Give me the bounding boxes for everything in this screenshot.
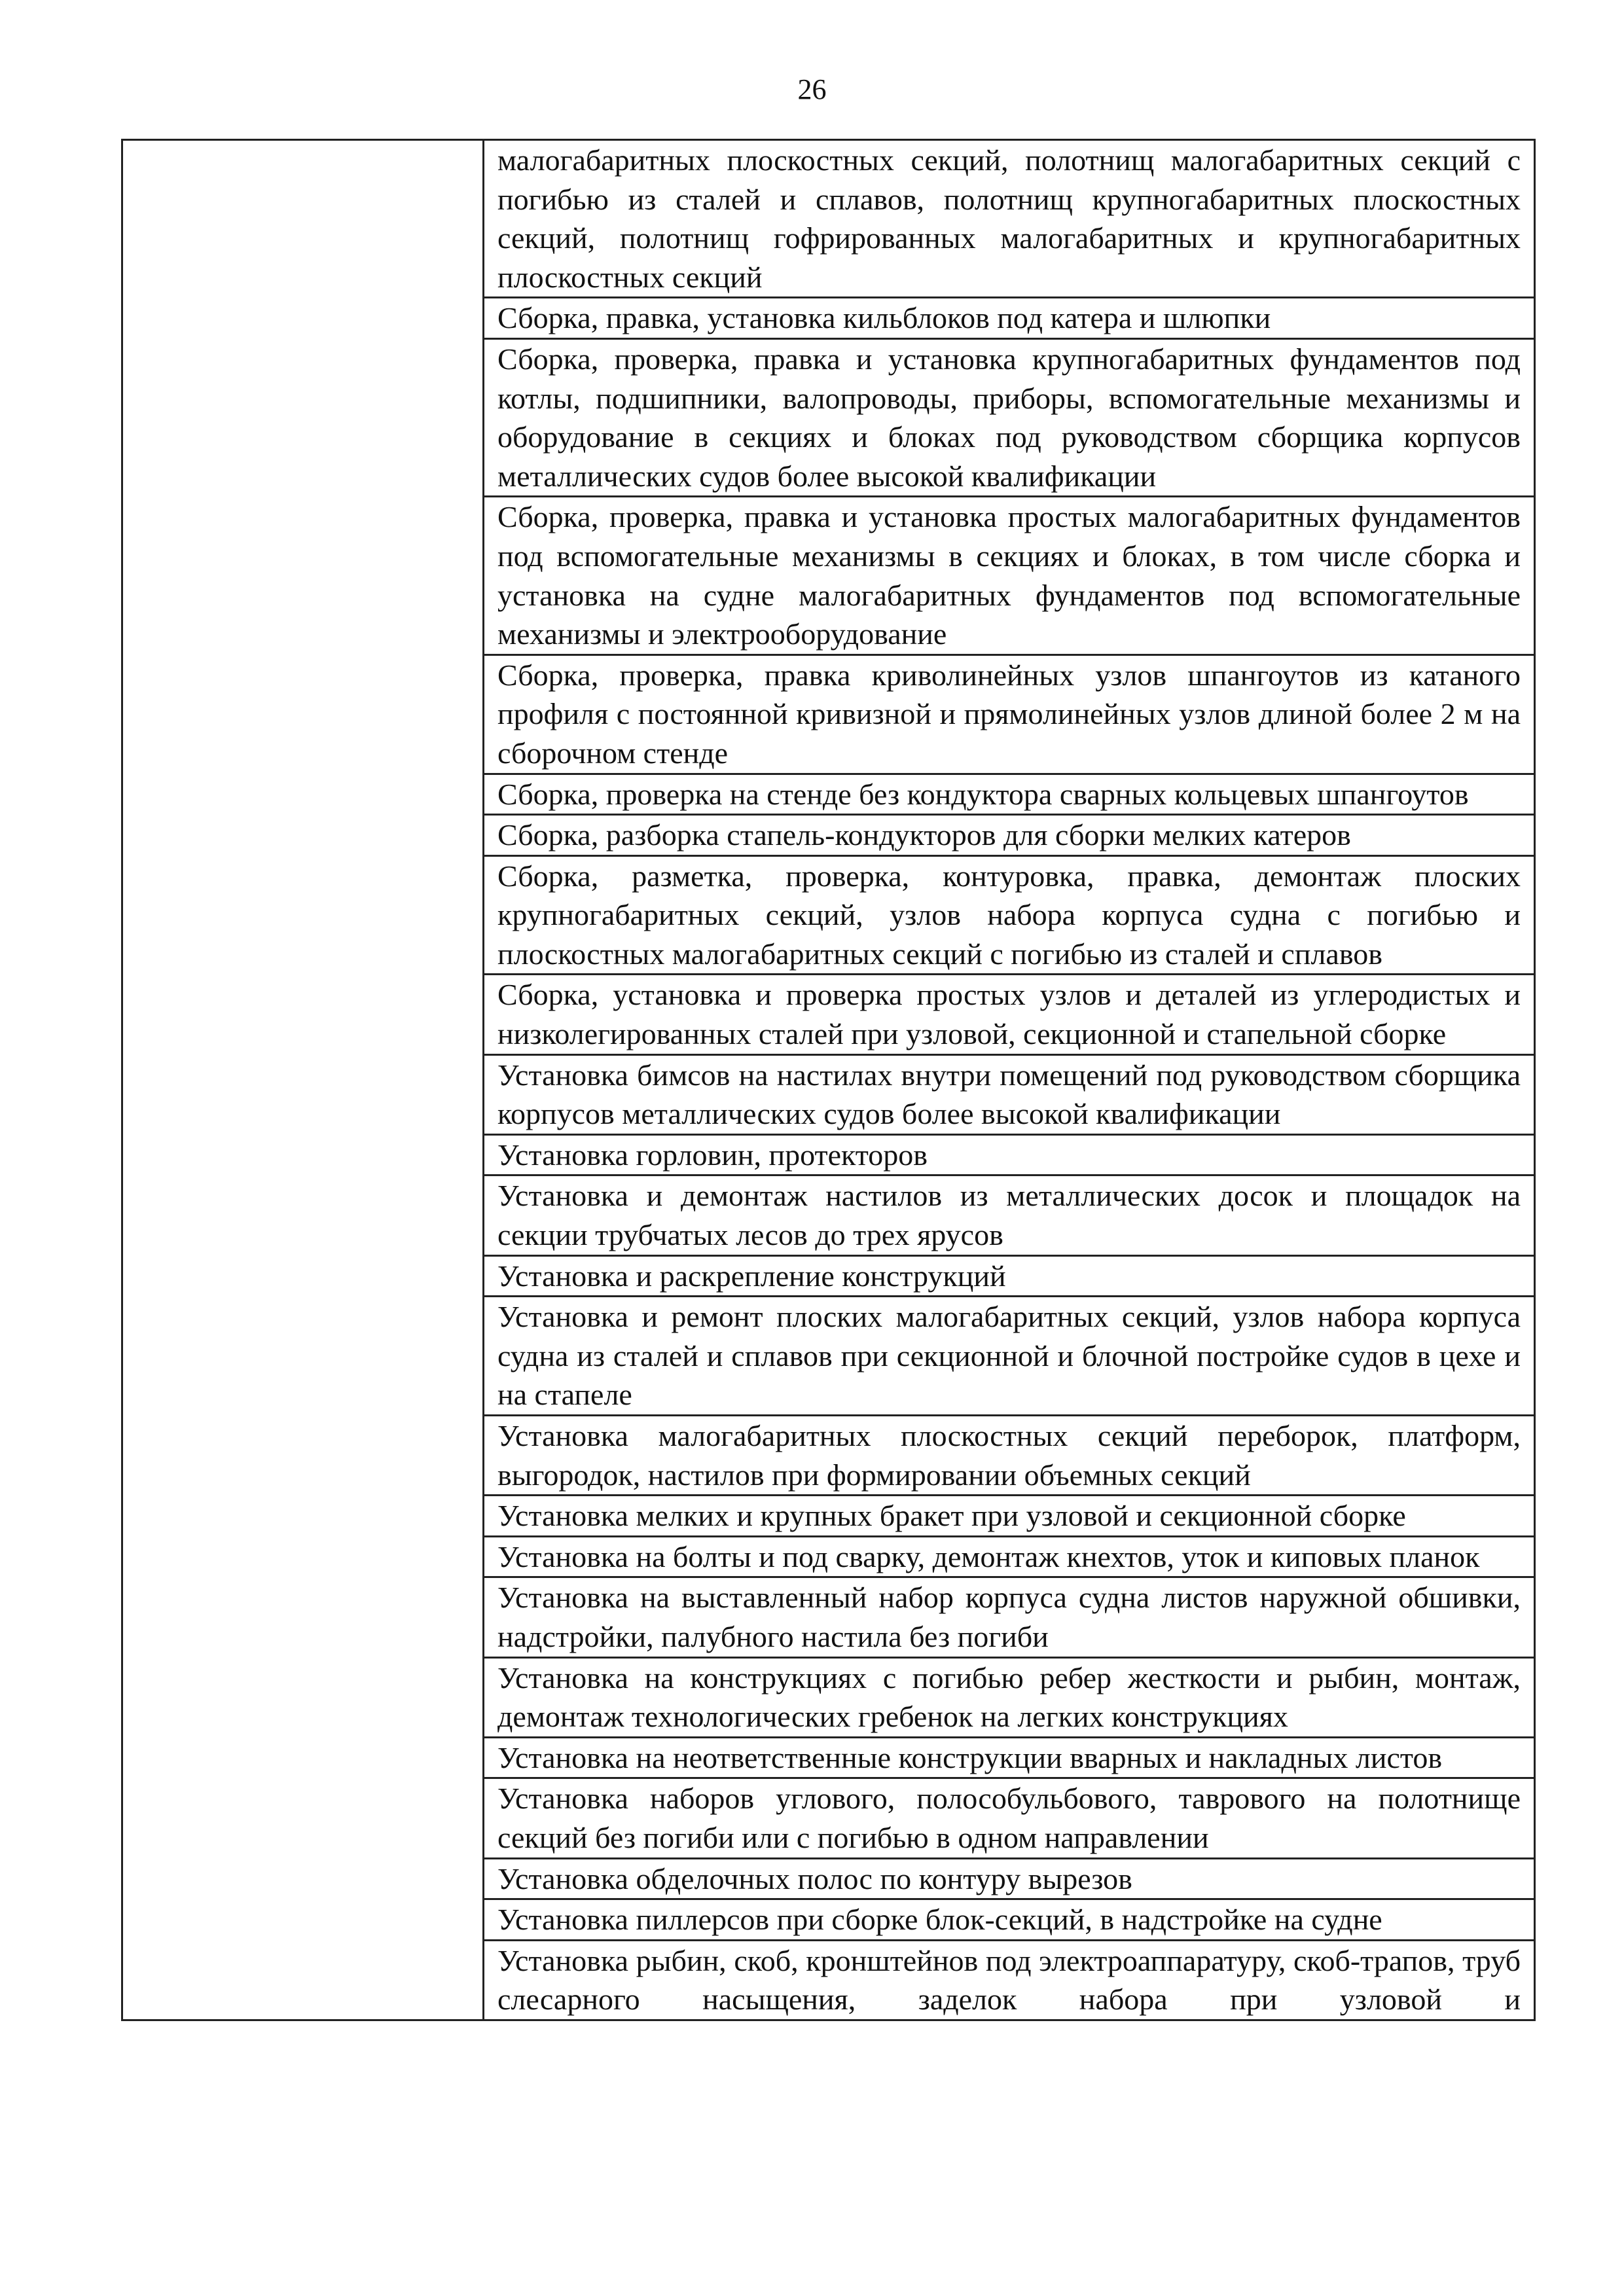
row-text: Сборка, проверка, правка криволинейных узлов шпангоутов из катаного профиля с постоянной кривизной и прямолинейных узлов длиной более 2 м на сборочном стенде: [497, 658, 1521, 770]
empty-left-cell: [122, 140, 484, 2020]
row-text: Сборка, правка, установка кильблоков под катера и шлюпки: [497, 301, 1271, 335]
table-cell: [484, 1416, 1535, 1496]
table-cell: [484, 1175, 1535, 1255]
table-cell: [484, 655, 1535, 774]
table-cell: [484, 855, 1535, 975]
row-text: Установка наборов углового, полособульбового, таврового на полотнище секций без погиби или с погибью в одном направлении: [497, 1782, 1521, 1854]
table-cell: [484, 1858, 1535, 1899]
row-text: Установка пиллерсов при сборке блок-секций, в надстройке на судне: [497, 1903, 1382, 1937]
table-cell: [484, 1899, 1535, 1941]
table-cell: [484, 1054, 1535, 1134]
row-text: Установка малогабаритных плоскостных секций переборок, платформ, выгородок, настилов при формировании объемных секций: [497, 1419, 1521, 1492]
table-cell: [484, 1940, 1535, 2020]
row-text: Сборка, разборка стапель-кондукторов для сборки мелких катеров: [497, 818, 1351, 852]
row-text: Сборка, проверка, правка и установка простых малогабаритных фундаментов под вспомогательные механизмы в секциях и блоках, в том числе сборка и установка на судне малогабаритных фундаментов под вспомогательные механизмы и электрооборудование: [497, 500, 1521, 651]
table-cell: [484, 1778, 1535, 1858]
table-cell: [484, 1737, 1535, 1778]
row-text: Установка горловин, протекторов: [497, 1138, 928, 1172]
table-row: [122, 140, 1535, 298]
table-cell: [484, 815, 1535, 856]
row-text: Установка на выставленный набор корпуса судна листов наружной обшивки, надстройки, палубного настила без погиби: [497, 1581, 1521, 1653]
table-cell: [484, 338, 1535, 496]
table-cell: [484, 1536, 1535, 1577]
row-text: Установка обделочных полос по контуру вырезов: [497, 1861, 1132, 1895]
row-text: Сборка, установка и проверка простых узлов и деталей из углеродистых и низколегированных сталей при узловой, секционной и стапельной сборке: [497, 978, 1521, 1051]
row-text: Установка и демонтаж настилов из металлических досок и площадок на секции трубчатых лесов до трех ярусов: [497, 1179, 1521, 1252]
table-cell: [484, 1255, 1535, 1297]
table-cell: [484, 1657, 1535, 1737]
page-number: 26: [797, 73, 827, 105]
row-text: Сборка, проверка на стенде без кондуктора сварных кольцевых шпангоутов: [497, 777, 1469, 811]
table-cell: [484, 497, 1535, 655]
table-cell: [484, 975, 1535, 1054]
row-text: Установка и ремонт плоских малогабаритных секций, узлов набора корпуса судна из сталей и сплавов при секционной и блочной постройке судов в цехе и на стапеле: [497, 1300, 1521, 1412]
row-text: Установка бимсов на настилах внутри помещений под руководством сборщика корпусов металлических судов более высокой квалификации: [497, 1058, 1521, 1131]
work-description-table: [121, 139, 1536, 2021]
table-cell: [484, 1297, 1535, 1416]
row-text: Сборка, разметка, проверка, контуровка, правка, демонтаж плоских крупногабаритных секций, узлов набора корпуса судна с погибью и плоскостных малогабаритных секций с погибью из сталей и сплавов: [497, 859, 1521, 971]
table-cell: [484, 774, 1535, 815]
table-cell: [484, 140, 1535, 298]
row-text: Установка и раскрепление конструкций: [497, 1259, 1006, 1293]
row-text: малогабаритных плоскостных секций, полотнищ малогабаритных секций с погибью из сталей и сплавов, полотнищ крупногабаритных плоскостных секций, полотнищ гофрированных малогабаритных и крупногабаритных плоскостных секций: [497, 143, 1521, 294]
table-cell: [484, 298, 1535, 339]
row-text: Установка на конструкциях с погибью ребер жесткости и рыбин, монтаж, демонтаж технологических гребенок на легких конструкциях: [497, 1660, 1521, 1734]
row-text: Установка на неответственные конструкции вварных и накладных листов: [497, 1740, 1443, 1774]
row-text: Установка мелких и крупных бракет при узловой и секционной сборке: [497, 1499, 1406, 1533]
row-text: Установка на болты и под сварку, демонтаж кнехтов, уток и киповых планок: [497, 1539, 1480, 1573]
row-text: Установка рыбин, скоб, кронштейнов под электроаппаратуру, скоб-трапов, труб слесарного насыщения, заделок набора при узловой и: [497, 1943, 1521, 2017]
row-text: Сборка, проверка, правка и установка крупногабаритных фундаментов под котлы, подшипники, валопроводы, приборы, вспомогательные механизмы и оборудование в секциях и блоках под руководством сборщика корпусов металлических судов более высокой квалификации: [497, 342, 1521, 493]
table-cell: [484, 1577, 1535, 1657]
table-cell: [484, 1134, 1535, 1175]
table-cell: [484, 1496, 1535, 1537]
